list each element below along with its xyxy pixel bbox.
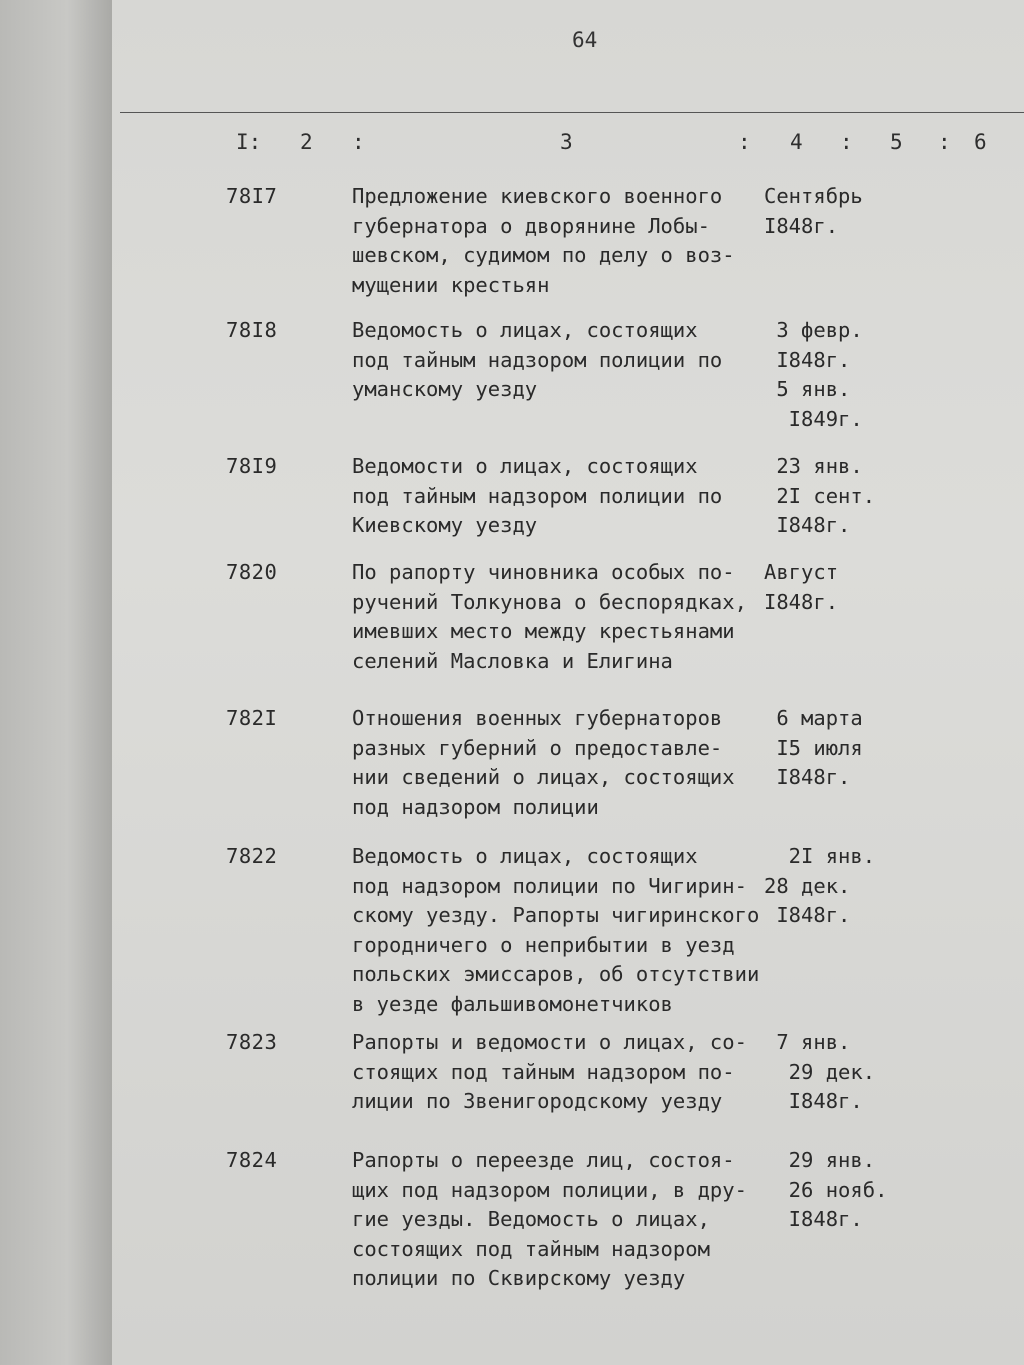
description-line: По рапорту чиновника особых по- bbox=[352, 560, 735, 584]
date-line: 2I сент. bbox=[764, 483, 876, 508]
book-gutter bbox=[0, 0, 112, 1365]
description-line: под тайным надзором полиции по bbox=[352, 483, 723, 508]
description-line: Предложение киевского военного bbox=[352, 184, 723, 208]
date-line: 7 янв. bbox=[764, 1030, 851, 1054]
date-line: 5 янв. bbox=[764, 377, 851, 401]
entry-description bbox=[352, 1146, 782, 1294]
date-line: 28 дек. bbox=[764, 873, 851, 898]
entry-dates bbox=[764, 558, 894, 617]
date-line: Сентябрь bbox=[764, 184, 863, 208]
description-line: полиции по Сквирскому уезду bbox=[352, 1266, 686, 1290]
description-line: под надзором полиции по Чигирин- bbox=[352, 873, 747, 898]
date-line: 29 дек. bbox=[764, 1059, 876, 1084]
entry-description bbox=[352, 182, 782, 300]
description-line: Ведомость о лицах, состоящих bbox=[352, 844, 698, 868]
entry-number: 78I9 bbox=[226, 454, 278, 478]
entry-description bbox=[352, 842, 782, 1019]
description-line: уманскому уезду bbox=[352, 377, 538, 401]
column-separator: : bbox=[738, 130, 751, 154]
date-line: 26 нояб. bbox=[764, 1177, 888, 1202]
date-line: I848г. bbox=[764, 903, 851, 927]
entry-number: 7824 bbox=[226, 1148, 278, 1172]
date-line: 3 февр. bbox=[764, 318, 863, 342]
date-line: I848г. bbox=[764, 513, 851, 537]
entry-number: 7820 bbox=[226, 560, 278, 584]
date-line: I849г. bbox=[764, 406, 863, 431]
entry-dates bbox=[764, 182, 894, 241]
entry-number: 782I bbox=[226, 706, 278, 730]
description-line: Отношения военных губернаторов bbox=[352, 706, 723, 730]
entry-description bbox=[352, 1028, 782, 1117]
entry-dates bbox=[764, 452, 894, 541]
date-line: 6 марта bbox=[764, 706, 863, 730]
description-line: под тайным надзором полиции по bbox=[352, 347, 723, 372]
column-header-3: 3 bbox=[560, 130, 573, 154]
column-header-1: I: bbox=[236, 130, 262, 154]
description-line: Киевскому уезду bbox=[352, 513, 538, 537]
description-line: лиции по Звенигородскому уезду bbox=[352, 1089, 723, 1113]
column-separator: : bbox=[352, 130, 365, 154]
entry-description bbox=[352, 704, 782, 822]
page-number: 64 bbox=[572, 28, 598, 52]
header-rule bbox=[120, 112, 1024, 113]
date-line: Август bbox=[764, 560, 839, 584]
description-line: шевском, судимом по делу о воз- bbox=[352, 243, 735, 267]
date-line: 23 янв. bbox=[764, 454, 863, 478]
document-page bbox=[112, 0, 1024, 1365]
description-line: стоящих под тайным надзором по- bbox=[352, 1059, 735, 1084]
description-line: скому уезду. Рапорты чигиринского bbox=[352, 903, 760, 927]
entry-dates bbox=[764, 1028, 894, 1117]
entry-description bbox=[352, 558, 782, 676]
description-line: под надзором полиции bbox=[352, 794, 599, 819]
description-line: состоящих под тайным надзором bbox=[352, 1236, 710, 1261]
description-line: мущении крестьян bbox=[352, 272, 550, 297]
date-line: I848г. bbox=[764, 1207, 863, 1231]
description-line: нии сведений о лицах, состоящих bbox=[352, 765, 735, 789]
description-line: губернатора о дворянине Лобы- bbox=[352, 213, 710, 238]
entry-description bbox=[352, 452, 782, 541]
entry-dates bbox=[764, 316, 894, 434]
description-line: Рапорты и ведомости о лицах, со- bbox=[352, 1030, 747, 1054]
date-line: 2I янв. bbox=[764, 844, 876, 868]
date-line: I848г. bbox=[764, 1089, 863, 1113]
entry-dates bbox=[764, 704, 894, 793]
description-line: гие уезды. Ведомость о лицах, bbox=[352, 1207, 710, 1231]
description-line: городничего о неприбытии в уезд bbox=[352, 932, 735, 957]
description-line: щих под надзором полиции, в дру- bbox=[352, 1177, 747, 1202]
description-line: Ведомость о лицах, состоящих bbox=[352, 318, 698, 342]
date-line: I848г. bbox=[764, 589, 839, 614]
entry-description bbox=[352, 316, 782, 405]
description-line: в уезде фальшивомонетчиков bbox=[352, 991, 673, 1016]
entry-number: 78I8 bbox=[226, 318, 278, 342]
description-line: польских эмиссаров, об отсутствии bbox=[352, 962, 760, 986]
column-header-6: 6 bbox=[974, 130, 987, 154]
column-separator: : bbox=[840, 130, 853, 154]
column-header-4: 4 bbox=[790, 130, 803, 154]
column-header-2: 2 bbox=[300, 130, 313, 154]
description-line: ручений Толкунова о беспорядках, bbox=[352, 589, 747, 614]
column-separator: : bbox=[938, 130, 951, 154]
date-line: I848г. bbox=[764, 347, 851, 372]
date-line: 29 янв. bbox=[764, 1148, 876, 1172]
column-header-row bbox=[112, 130, 1024, 160]
entry-dates bbox=[764, 842, 894, 931]
date-line: I5 июля bbox=[764, 735, 863, 760]
date-line: I848г. bbox=[764, 765, 851, 789]
description-line: Ведомости о лицах, состоящих bbox=[352, 454, 698, 478]
entry-number: 7823 bbox=[226, 1030, 278, 1054]
description-line: имевших место между крестьянами bbox=[352, 619, 735, 643]
description-line: разных губерний о предоставле- bbox=[352, 735, 723, 760]
entry-number: 7822 bbox=[226, 844, 278, 868]
entry-number: 78I7 bbox=[226, 184, 278, 208]
date-line: I848г. bbox=[764, 213, 839, 238]
description-line: селений Масловка и Елигина bbox=[352, 648, 673, 673]
description-line: Рапорты о переезде лиц, состоя- bbox=[352, 1148, 735, 1172]
column-header-5: 5 bbox=[890, 130, 903, 154]
entry-dates bbox=[764, 1146, 894, 1235]
